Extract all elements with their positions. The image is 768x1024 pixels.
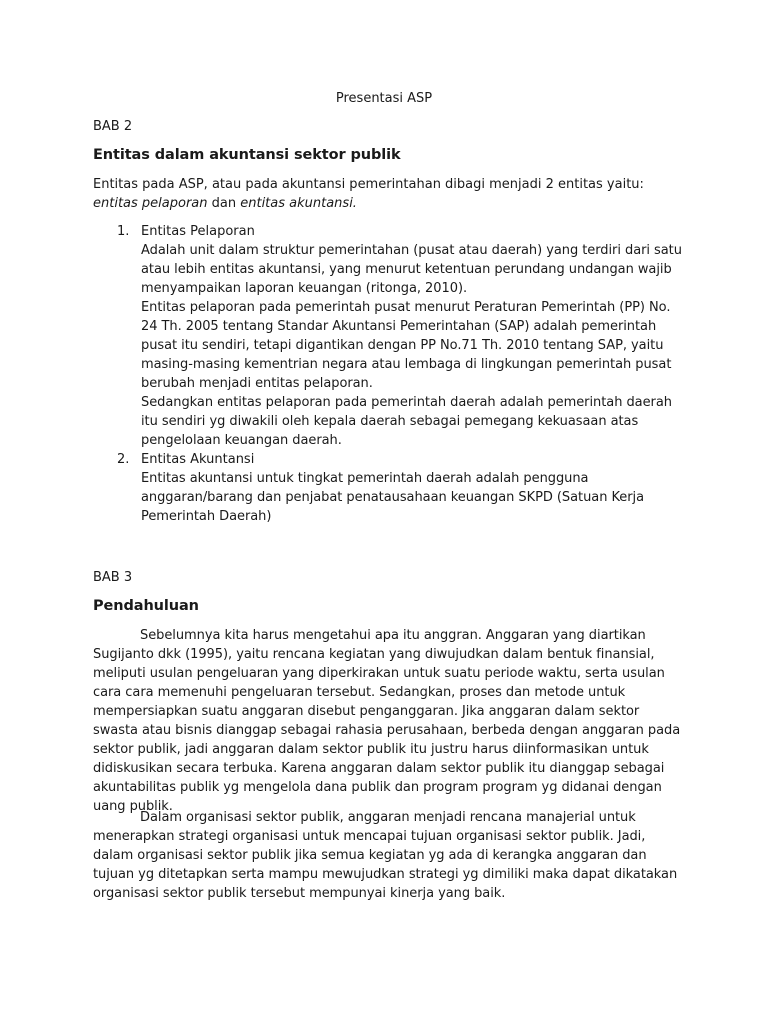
list-item-paragraph: Entitas akuntansi untuk tingkat pemerintah daerah adalah pengguna anggaran/barang dan penjabat penatausahaan keuangan SKPD (Satuan Kerja Pemerintah Daerah) (141, 471, 645, 524)
bab2-heading: Entitas dalam akuntansi sektor publik (93, 147, 401, 163)
bab2-intro-paragraph (93, 175, 683, 213)
list-item-entitas-akuntansi (93, 450, 683, 526)
bab2-label-text: BAB 2 (93, 119, 133, 134)
bab2-intro-italic-2: entitas akuntansi. (240, 196, 357, 211)
list-item-title: Entitas Pelaporan (141, 224, 255, 239)
list-item-entitas-pelaporan (93, 222, 683, 450)
list-item-paragraph: Adalah unit dalam struktur pemerintahan (pusat atau daerah) yang terdiri dari satu atau lebih entitas akuntansi, yang menurut ketentuan perundang undangan wajib menyampaikan laporan keuangan (ritonga, 2010). (141, 243, 682, 296)
bab2-intro-italic-1: entitas pelaporan (93, 196, 208, 211)
list-item-paragraph: Sedangkan entitas pelaporan pada pemerintah daerah adalah pemerintah daerah itu sendiri yg diwakili oleh kepala daerah sebagai pemegang kekuasaan atas pengelolaan keuangan daerah. (141, 395, 672, 448)
bab3-label (93, 568, 683, 587)
bab2-intro-text: Entitas pada ASP, atau pada akuntansi pemerintahan dibagi menjadi 2 entitas yaitu: (93, 177, 644, 192)
bab3-paragraph-2 (93, 808, 683, 903)
bab2-intro-mid: dan (207, 196, 241, 211)
document-title: Presentasi ASP (335, 91, 433, 106)
list-number: 2. (117, 452, 130, 467)
body-paragraph: Sebelumnya kita harus mengetahui apa itu anggran. Anggaran yang diartikan Sugijanto dkk (1995), yaitu rencana kegiatan yang diwujudkan dalam bentuk finansial, meliputi usulan pengeluaran yang diperkirakan untuk suatu periode waktu, serta usulan cara cara memenuhi pengeluaran tersebut. Sedangkan, proses dan metode untuk mempersiapkan suatu anggaran disebut penganggaran. Jika anggaran dalam sektor swasta atau bisnis dianggap sebagai rahasia perusahaan, berbeda dengan anggaran pada sektor publik, jadi anggaran dalam sektor publik itu justru harus diinformasikan untuk didiskusikan secara terbuka. Karena anggaran dalam sektor publik itu dianggap sebagai akuntabilitas publik yg mengelola dana publik dan program program yg didanai dengan uang publik. (93, 628, 681, 814)
bab3-label-text: BAB 3 (93, 570, 133, 585)
bab2-label (93, 117, 683, 136)
bab2-entity-list (93, 222, 683, 526)
list-item-paragraph: Entitas pelaporan pada pemerintah pusat menurut Peraturan Pemerintah (PP) No. 24 Th. 2005 tentang Standar Akuntansi Pemerintahan (SAP) adalah pemerintah pusat itu sendiri, tetapi digantikan dengan PP No.71 Th. 2010 tentang SAP, yaitu masing-masing kementrian negara atau lembaga di lingkungan pemerintah pusat berubah menjadi entitas pelaporan. (141, 300, 672, 391)
list-item-title: Entitas Akuntansi (141, 452, 255, 467)
bab3-paragraph-1 (93, 626, 683, 816)
list-number: 1. (117, 224, 130, 239)
body-paragraph: Dalam organisasi sektor publik, anggaran menjadi rencana manajerial untuk menerapkan strategi organisasi untuk mencapai tujuan organisasi sektor publik. Jadi, dalam organisasi sektor publik jika semua kegiatan yg ada di kerangka anggaran dan tujuan yg ditetapkan serta mampu mewujudkan strategi yg dimiliki maka dapat dikatakan organisasi sektor publik tersebut mempunyai kinerja yang baik. (93, 810, 678, 901)
bab3-heading: Pendahuluan (93, 598, 199, 614)
